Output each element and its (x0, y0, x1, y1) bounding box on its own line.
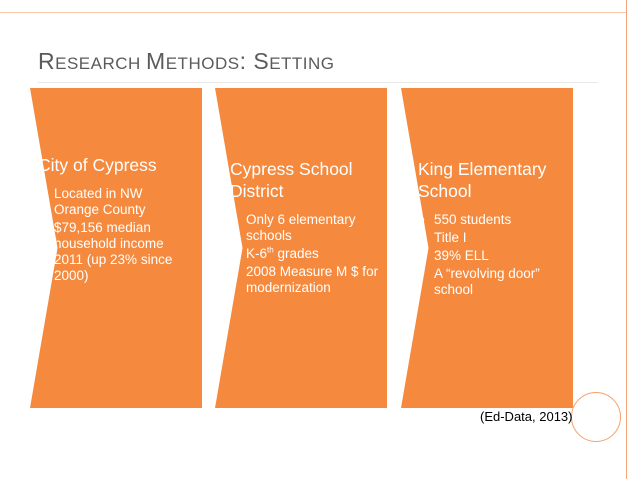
title-part: ETHODS (165, 54, 240, 73)
bullet-item: • Located in NW Orange County (38, 186, 188, 218)
title-divider (38, 82, 598, 83)
bullet-list (418, 212, 568, 298)
grade-range: K-6 (246, 246, 268, 261)
column-school (418, 158, 568, 300)
bullet-item: • $79,156 median household income 2011 (up 23% since 2000) (38, 220, 188, 284)
column-district (230, 158, 380, 298)
title-part: R (38, 48, 56, 74)
title-part: M (146, 48, 166, 74)
bullet-item: • 39% ELL (418, 248, 568, 264)
frame-top-line (0, 12, 626, 13)
column-heading: Cypress School District (230, 159, 353, 201)
column-heading: King Elementary School (418, 159, 547, 201)
frame-right-line (626, 0, 627, 479)
grade-label: grades (273, 246, 319, 261)
bullet-item: • 2008 Measure M $ for modernization (230, 264, 380, 296)
grade-suffix: th (267, 245, 274, 255)
bullet-list (38, 186, 188, 284)
bullet-item: • 550 students (418, 212, 568, 228)
column-heading: City of Cypress (38, 155, 157, 175)
bullet-item (230, 246, 380, 262)
bullet-item: • Title I (418, 230, 568, 246)
bullet-item: • Only 6 elementary schools (230, 212, 380, 244)
title-part: ESEARCH (55, 54, 147, 73)
title-part: : S (239, 48, 270, 74)
column-city (38, 154, 188, 286)
slide-title (38, 40, 335, 77)
bullet-list (230, 212, 380, 296)
slide-number-circle (571, 392, 621, 442)
title-part: ETTING (269, 54, 335, 73)
citation: (Ed-Data, 2013) (480, 409, 573, 424)
bullet-item: • A “revolving door” school (418, 266, 568, 298)
